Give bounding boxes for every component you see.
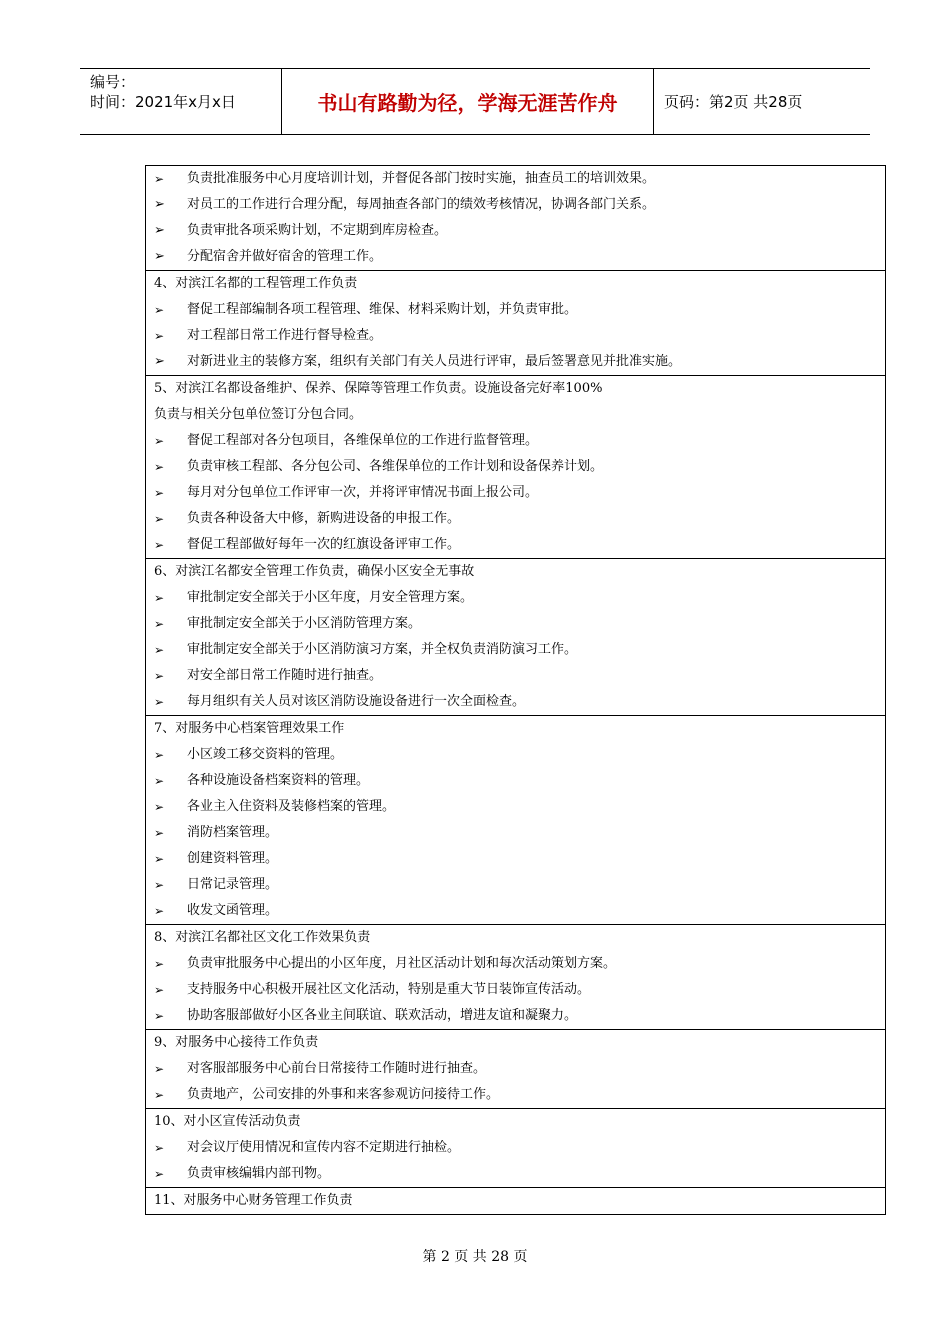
list-item-text: 负责审核编辑内部刊物。: [187, 1166, 331, 1181]
arrow-bullet-icon: ➢: [154, 748, 165, 762]
table-section: [146, 1188, 885, 1215]
arrow-bullet-icon: ➢: [154, 695, 165, 709]
section-title: 10、对小区宣传活动负责: [154, 1114, 301, 1129]
arrow-bullet-icon: ➢: [154, 957, 165, 971]
list-item-text: 审批制定安全部关于小区年度，月安全管理方案。: [187, 590, 474, 605]
table-section: [146, 559, 885, 716]
arrow-bullet-icon: ➢: [154, 800, 165, 814]
list-item: [154, 846, 877, 872]
arrow-bullet-icon: ➢: [154, 983, 165, 997]
list-item: [154, 951, 877, 977]
arrow-bullet-icon: ➢: [154, 1088, 165, 1102]
arrow-bullet-icon: ➢: [154, 512, 165, 526]
list-item-text: 各种设施设备档案资料的管理。: [187, 773, 370, 788]
list-item-text: 对员工的工作进行合理分配，每周抽查各部门的绩效考核情况，协调各部门关系。: [187, 197, 656, 212]
arrow-bullet-icon: ➢: [154, 223, 165, 238]
page-footer: 第 2 页 共 28 页: [422, 1249, 528, 1265]
arrow-bullet-icon: ➢: [154, 486, 165, 500]
list-item: [154, 689, 877, 715]
list-item: [154, 977, 877, 1003]
section-title: 5、对滨江名都设备维护、保养、保障等管理工作负责。设施设备完好率100%: [154, 381, 603, 396]
list-item: [154, 323, 877, 349]
table-section: [146, 376, 885, 559]
list-item: [154, 192, 877, 218]
arrow-bullet-icon: ➢: [154, 591, 165, 605]
list-item: [154, 454, 877, 480]
list-item: [154, 480, 877, 506]
list-item-text: 督促工程部做好每年一次的红旗设备评审工作。: [187, 537, 461, 552]
arrow-bullet-icon: ➢: [154, 1009, 165, 1023]
list-item-text: 审批制定安全部关于小区消防管理方案。: [187, 616, 422, 631]
list-item: [154, 428, 877, 454]
list-item-text: 负责地产，公司安排的外事和来客参观访问接待工作。: [187, 1087, 500, 1102]
list-item-text: 对工程部日常工作进行督导检查。: [187, 328, 383, 343]
list-item: [154, 1003, 877, 1029]
arrow-bullet-icon: ➢: [154, 354, 165, 369]
arrow-bullet-icon: ➢: [154, 1141, 165, 1155]
arrow-bullet-icon: ➢: [154, 1062, 165, 1076]
list-item: [154, 1082, 877, 1108]
list-item: [154, 820, 877, 846]
table-section: [146, 1030, 885, 1109]
section-title: 4、对滨江名都的工程管理工作负责: [154, 276, 358, 291]
list-item: [154, 218, 877, 244]
list-item: [154, 637, 877, 663]
list-item: [154, 1135, 877, 1161]
section-title: 9、对服务中心接待工作负责: [154, 1035, 319, 1050]
list-item: [154, 1161, 877, 1187]
list-item: [154, 1056, 877, 1082]
list-item-text: 收发文函管理。: [187, 903, 279, 918]
list-item-text: 消防档案管理。: [187, 825, 279, 840]
list-item-text: 负责审批服务中心提出的小区年度，月社区活动计划和每次活动策划方案。: [187, 956, 617, 971]
list-item-text: 负责审核工程部、各分包公司、各维保单位的工作计划和设备保养计划。: [187, 459, 604, 474]
list-item-text: 对安全部日常工作随时进行抽查。: [187, 668, 383, 683]
responsibility-table: [145, 165, 886, 1215]
header-meta: [80, 69, 282, 134]
arrow-bullet-icon: ➢: [154, 460, 165, 474]
list-item-text: 负责审批各项采购计划，不定期到库房检查。: [187, 223, 448, 238]
list-item: [154, 585, 877, 611]
list-item-text: 日常记录管理。: [187, 877, 279, 892]
list-item: [154, 611, 877, 637]
arrow-bullet-icon: ➢: [154, 852, 165, 866]
list-item-text: 各业主入住资料及装修档案的管理。: [187, 799, 396, 814]
list-item-text: 支持服务中心积极开展社区文化活动，特别是重大节日装饰宣传活动。: [187, 982, 591, 997]
list-item: [154, 794, 877, 820]
list-item: [154, 872, 877, 898]
arrow-bullet-icon: ➢: [154, 826, 165, 840]
list-item: [154, 532, 877, 558]
list-item-text: 负责批准服务中心月度培训计划，并督促各部门按时实施，抽查员工的培训效果。: [187, 171, 656, 186]
arrow-bullet-icon: ➢: [154, 774, 165, 788]
list-item-text: 负责各种设备大中修，新购进设备的申报工作。: [187, 511, 461, 526]
section-subtitle: 负责与相关分包单位签订分包合同。: [154, 407, 363, 422]
list-item-text: 每月组织有关人员对该区消防设施设备进行一次全面检查。: [187, 694, 526, 709]
page-header: [80, 68, 870, 135]
list-item-text: 审批制定安全部关于小区消防演习方案，并全权负责消防演习工作。: [187, 642, 578, 657]
arrow-bullet-icon: ➢: [154, 172, 165, 186]
table-section: [146, 716, 885, 925]
table-section: [146, 166, 885, 271]
list-item-text: 对会议厅使用情况和宣传内容不定期进行抽检。: [187, 1140, 461, 1155]
list-item-text: 协助客服部做好小区各业主间联谊、联欢活动，增进友谊和凝聚力。: [187, 1008, 578, 1023]
document-number-label: 编号：: [90, 73, 136, 91]
list-item-text: 督促工程部对各分包项目，各维保单位的工作进行监督管理。: [187, 433, 539, 448]
section-title: 11、对服务中心财务管理工作负责: [154, 1193, 353, 1208]
arrow-bullet-icon: ➢: [154, 904, 165, 918]
list-item: [154, 244, 877, 270]
arrow-bullet-icon: ➢: [154, 538, 165, 552]
arrow-bullet-icon: ➢: [154, 303, 165, 317]
list-item: [154, 742, 877, 768]
list-item-text: 每月对分包单位工作评审一次，并将评审情况书面上报公司。: [187, 485, 539, 500]
arrow-bullet-icon: ➢: [154, 197, 165, 212]
section-title: 8、对滨江名都社区文化工作效果负责: [154, 930, 371, 945]
list-item: [154, 297, 877, 323]
document-time-label: 时间：2021年x月x日: [90, 93, 236, 111]
arrow-bullet-icon: ➢: [154, 878, 165, 892]
arrow-bullet-icon: ➢: [154, 669, 165, 683]
list-item-text: 对客服部服务中心前台日常接待工作随时进行抽查。: [187, 1061, 487, 1076]
list-item: [154, 166, 877, 192]
table-section: [146, 271, 885, 376]
section-title: 7、对服务中心档案管理效果工作: [154, 721, 345, 736]
list-item-text: 对新进业主的装修方案，组织有关部门有关人员进行评审，最后签署意见并批准实施。: [187, 354, 682, 369]
section-title: 6、对滨江名都安全管理工作负责，确保小区安全无事故: [154, 564, 475, 579]
list-item: [154, 898, 877, 924]
arrow-bullet-icon: ➢: [154, 643, 165, 657]
list-item-text: 小区竣工移交资料的管理。: [187, 747, 344, 762]
list-item-text: 分配宿舍并做好宿舍的管理工作。: [187, 249, 383, 264]
table-section: [146, 1109, 885, 1188]
list-item: [154, 768, 877, 794]
list-item-text: 督促工程部编制各项工程管理、维保、材料采购计划，并负责审批。: [187, 302, 578, 317]
table-section: [146, 925, 885, 1030]
header-motto: 书山有路勤为径，学海无涯苦作舟: [282, 69, 654, 134]
list-item: [154, 349, 877, 375]
list-item: [154, 663, 877, 689]
arrow-bullet-icon: ➢: [154, 249, 165, 264]
arrow-bullet-icon: ➢: [154, 1167, 165, 1181]
arrow-bullet-icon: ➢: [154, 617, 165, 631]
list-item: [154, 506, 877, 532]
header-page-info: 页码：第2页 共28页: [664, 93, 803, 111]
arrow-bullet-icon: ➢: [154, 434, 165, 448]
list-item-text: 创建资料管理。: [187, 851, 279, 866]
arrow-bullet-icon: ➢: [154, 329, 165, 343]
